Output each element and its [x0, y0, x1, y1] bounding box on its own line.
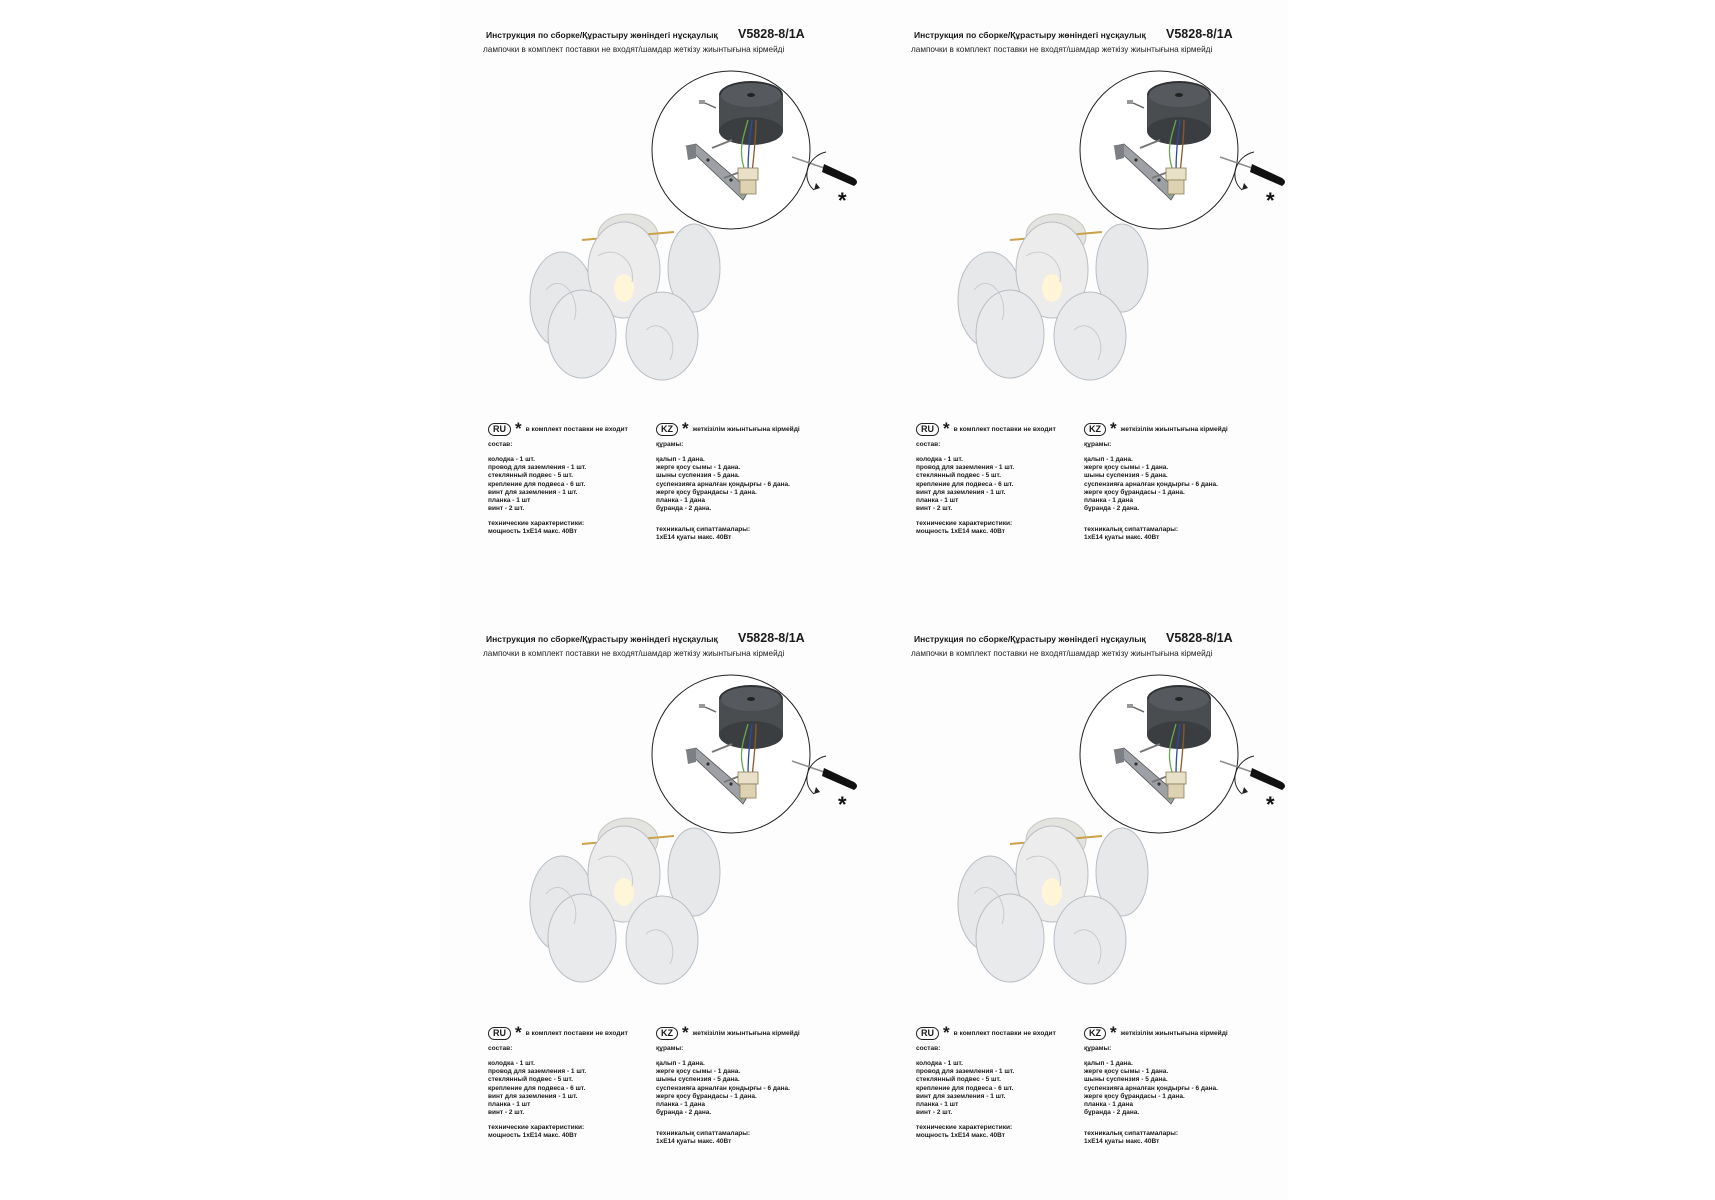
list-item: шыны суспензия - 5 дана.	[1084, 1076, 1168, 1084]
kz-contents-list	[656, 1060, 790, 1117]
list-item: планка - 1 дана	[1084, 497, 1133, 505]
ru-contents-heading: состав:	[916, 1045, 941, 1052]
kz-header	[656, 421, 800, 437]
list-item: стеклянный подвес - 5 шт.	[488, 1076, 573, 1084]
list-item: суспензияға арналған қондырғы - 6 дана.	[1084, 480, 1218, 488]
list-item: суспензияға арналған қондырғы - 6 дана.	[656, 480, 790, 488]
ru-specs-value: мощность 1хЕ14 макс. 40Вт	[916, 1132, 1005, 1139]
ru-not-included-note: в комплект поставки не входит	[525, 425, 628, 433]
list-item: провод для заземления - 1 шт.	[488, 464, 587, 472]
kz-not-included-note: жеткізілім жиынтығына кірмейді	[692, 425, 800, 433]
canopy-base-icon	[1147, 685, 1211, 749]
list-item: қалып - 1 дана.	[1084, 1060, 1133, 1067]
list-item: жерге қосу сымы - 1 дана.	[656, 1068, 741, 1076]
kz-badge: KZ	[1084, 423, 1106, 436]
ru-specs-heading: технические характеристики:	[916, 1124, 1013, 1131]
kz-not-included-note: жеткізілім жиынтығына кірмейді	[692, 1029, 800, 1037]
kz-header	[656, 1025, 800, 1041]
list-item: планка - 1 шт	[488, 1101, 531, 1109]
list-item: планка - 1 шт	[916, 1101, 959, 1109]
list-item: шыны суспензия - 5 дана.	[1084, 472, 1168, 480]
instruction-panel	[483, 0, 916, 590]
list-item: винт - 2 шт.	[488, 505, 525, 513]
assembly-illustration	[914, 604, 1344, 1024]
terminal-block-icon	[738, 772, 758, 798]
ru-contents-list	[916, 1060, 1014, 1117]
instruction-sheet	[440, 0, 1288, 1200]
kz-contents-heading: құрамы:	[656, 1045, 684, 1052]
kz-badge: KZ	[656, 1027, 678, 1040]
asterisk-icon: *	[943, 419, 950, 438]
list-item: бұранда - 2 дана.	[656, 1109, 712, 1117]
ru-contents-list	[916, 456, 1014, 513]
ru-contents-list	[488, 456, 586, 513]
kz-contents-heading: құрамы:	[656, 441, 684, 448]
not-included-asterisk: *	[838, 188, 847, 213]
list-item: винт для заземления - 1 шт.	[916, 1092, 1006, 1100]
ru-specs-value: мощность 1хЕ14 макс. 40Вт	[488, 528, 577, 535]
kz-specs-heading: техникалық сипаттамалары:	[1084, 1130, 1179, 1137]
ru-contents-heading: состав:	[488, 441, 513, 448]
glass-pendant-lamp-illustration	[958, 214, 1148, 380]
glass-pendant-lamp-illustration	[530, 818, 720, 984]
asterisk-icon: *	[515, 1023, 522, 1042]
kz-specs-heading: техникалық сипаттамалары:	[656, 526, 751, 533]
list-item: жерге қосу сымы - 1 дана.	[1084, 1068, 1169, 1076]
kz-contents-heading: құрамы:	[1084, 1045, 1112, 1052]
list-item: стеклянный подвес - 5 шт.	[916, 472, 1001, 480]
ru-header	[916, 421, 1056, 437]
list-item: планка - 1 шт	[488, 497, 531, 505]
list-item: қалып - 1 дана.	[1084, 456, 1133, 463]
asterisk-icon: *	[682, 419, 689, 438]
asterisk-icon: *	[682, 1023, 689, 1042]
list-item: провод для заземления - 1 шт.	[916, 464, 1015, 472]
glass-pendant-lamp-illustration	[530, 214, 720, 380]
asterisk-icon: *	[943, 1023, 950, 1042]
ru-specs-heading: технические характеристики:	[488, 1124, 585, 1131]
list-item: винт для заземления - 1 шт.	[488, 1092, 578, 1100]
list-item: жерге қосу бұрандасы - 1 дана.	[1084, 1092, 1185, 1100]
canopy-base-icon	[719, 81, 783, 145]
kz-contents-heading: құрамы:	[1084, 441, 1112, 448]
list-item: стеклянный подвес - 5 шт.	[488, 472, 573, 480]
ru-contents-heading: состав:	[916, 441, 941, 448]
instruction-panel	[911, 604, 1344, 1194]
ru-specs-value: мощность 1хЕ14 макс. 40Вт	[488, 1132, 577, 1139]
glass-pendant-lamp-illustration	[958, 818, 1148, 984]
ru-not-included-note: в комплект поставки не входит	[953, 425, 1056, 433]
list-item: крепление для подвеса - 6 шт.	[488, 480, 586, 488]
list-item: колодка - 1 шт.	[916, 1060, 963, 1067]
model-number: V5828-8/1A	[1166, 631, 1233, 645]
model-number: V5828-8/1A	[1166, 27, 1233, 41]
ru-header	[488, 1025, 628, 1041]
terminal-block-icon	[1166, 168, 1186, 194]
model-number: V5828-8/1A	[738, 631, 805, 645]
kz-not-included-note: жеткізілім жиынтығына кірмейді	[1120, 425, 1228, 433]
list-item: шыны суспензия - 5 дана.	[656, 1076, 740, 1084]
list-item: винт - 2 шт.	[488, 1109, 525, 1117]
not-included-asterisk: *	[1266, 188, 1275, 213]
terminal-block-icon	[738, 168, 758, 194]
ru-specs-heading: технические характеристики:	[916, 520, 1013, 527]
kz-badge: KZ	[1084, 1027, 1106, 1040]
list-item: винт для заземления - 1 шт.	[488, 488, 578, 496]
kz-not-included-note: жеткізілім жиынтығына кірмейді	[1120, 1029, 1228, 1037]
list-item: суспензияға арналған қондырғы - 6 дана.	[656, 1084, 790, 1092]
ru-badge: RU	[488, 1027, 511, 1040]
list-item: крепление для подвеса - 6 шт.	[488, 1084, 586, 1092]
bulbs-not-included-note: лампочки в комплект поставки не входят/шамдар жеткізу жиынтығына кірмейді	[911, 45, 1213, 54]
list-item: планка - 1 дана	[656, 1101, 705, 1109]
list-item: колодка - 1 шт.	[488, 456, 535, 463]
not-included-asterisk: *	[838, 792, 847, 817]
list-item: колодка - 1 шт.	[488, 1060, 535, 1067]
list-item: бұранда - 2 дана.	[1084, 505, 1140, 513]
canopy-base-icon	[1147, 81, 1211, 145]
list-item: жерге қосу бұрандасы - 1 дана.	[656, 488, 757, 496]
list-item: крепление для подвеса - 6 шт.	[916, 1084, 1014, 1092]
kz-badge: KZ	[656, 423, 678, 436]
kz-specs-value: 1хЕ14 қуаты макс. 40Вт	[1084, 1138, 1160, 1145]
assembly-illustration	[914, 0, 1344, 420]
ru-specs-heading: технические характеристики:	[488, 520, 585, 527]
list-item: стеклянный подвес - 5 шт.	[916, 1076, 1001, 1084]
kz-specs-value: 1хЕ14 қуаты макс. 40Вт	[656, 534, 732, 541]
assembly-illustration	[486, 0, 916, 420]
list-item: суспензияға арналған қондырғы - 6 дана.	[1084, 1084, 1218, 1092]
bulbs-not-included-note: лампочки в комплект поставки не входят/шамдар жеткізу жиынтығына кірмейді	[483, 649, 785, 658]
document-title: Инструкция по сборке/Құрастыру жөніндегі нұсқаулық	[486, 634, 718, 644]
kz-contents-list	[1084, 1060, 1218, 1117]
list-item: крепление для подвеса - 6 шт.	[916, 480, 1014, 488]
ru-specs-value: мощность 1хЕ14 макс. 40Вт	[916, 528, 1005, 535]
instruction-panel	[483, 604, 916, 1194]
asterisk-icon: *	[1110, 419, 1117, 438]
list-item: жерге қосу бұрандасы - 1 дана.	[1084, 488, 1185, 496]
ru-not-included-note: в комплект поставки не входит	[953, 1029, 1056, 1037]
instruction-panel	[911, 0, 1344, 590]
kz-specs-heading: техникалық сипаттамалары:	[656, 1130, 751, 1137]
list-item: шыны суспензия - 5 дана.	[656, 472, 740, 480]
list-item: бұранда - 2 дана.	[1084, 1109, 1140, 1117]
bulbs-not-included-note: лампочки в комплект поставки не входят/шамдар жеткізу жиынтығына кірмейді	[483, 45, 785, 54]
ru-badge: RU	[916, 423, 939, 436]
ru-contents-heading: состав:	[488, 1045, 513, 1052]
list-item: планка - 1 дана	[656, 497, 705, 505]
list-item: жерге қосу сымы - 1 дана.	[656, 464, 741, 472]
list-item: қалып - 1 дана.	[656, 456, 705, 463]
list-item: жерге қосу бұрандасы - 1 дана.	[656, 1092, 757, 1100]
document-title: Инструкция по сборке/Құрастыру жөніндегі нұсқаулық	[486, 30, 718, 40]
canopy-base-icon	[719, 685, 783, 749]
list-item: бұранда - 2 дана.	[656, 505, 712, 513]
kz-contents-list	[1084, 456, 1218, 513]
bulbs-not-included-note: лампочки в комплект поставки не входят/шамдар жеткізу жиынтығына кірмейді	[911, 649, 1213, 658]
list-item: колодка - 1 шт.	[916, 456, 963, 463]
document-title: Инструкция по сборке/Құрастыру жөніндегі нұсқаулық	[914, 30, 1146, 40]
list-item: провод для заземления - 1 шт.	[916, 1068, 1015, 1076]
ru-header	[916, 1025, 1056, 1041]
list-item: қалып - 1 дана.	[656, 1060, 705, 1067]
kz-contents-list	[656, 456, 790, 513]
ru-header	[488, 421, 628, 437]
asterisk-icon: *	[515, 419, 522, 438]
ru-not-included-note: в комплект поставки не входит	[525, 1029, 628, 1037]
ru-contents-list	[488, 1060, 586, 1117]
list-item: провод для заземления - 1 шт.	[488, 1068, 587, 1076]
ru-badge: RU	[488, 423, 511, 436]
kz-header	[1084, 421, 1228, 437]
assembly-illustration	[486, 604, 916, 1024]
terminal-block-icon	[1166, 772, 1186, 798]
not-included-asterisk: *	[1266, 792, 1275, 817]
kz-specs-value: 1хЕ14 қуаты макс. 40Вт	[656, 1138, 732, 1145]
list-item: винт для заземления - 1 шт.	[916, 488, 1006, 496]
model-number: V5828-8/1A	[738, 27, 805, 41]
list-item: винт - 2 шт.	[916, 1109, 953, 1117]
list-item: планка - 1 дана	[1084, 1101, 1133, 1109]
list-item: винт - 2 шт.	[916, 505, 953, 513]
asterisk-icon: *	[1110, 1023, 1117, 1042]
list-item: планка - 1 шт	[916, 497, 959, 505]
document-title: Инструкция по сборке/Құрастыру жөніндегі нұсқаулық	[914, 634, 1146, 644]
list-item: жерге қосу сымы - 1 дана.	[1084, 464, 1169, 472]
kz-header	[1084, 1025, 1228, 1041]
ru-badge: RU	[916, 1027, 939, 1040]
kz-specs-heading: техникалық сипаттамалары:	[1084, 526, 1179, 533]
kz-specs-value: 1хЕ14 қуаты макс. 40Вт	[1084, 534, 1160, 541]
